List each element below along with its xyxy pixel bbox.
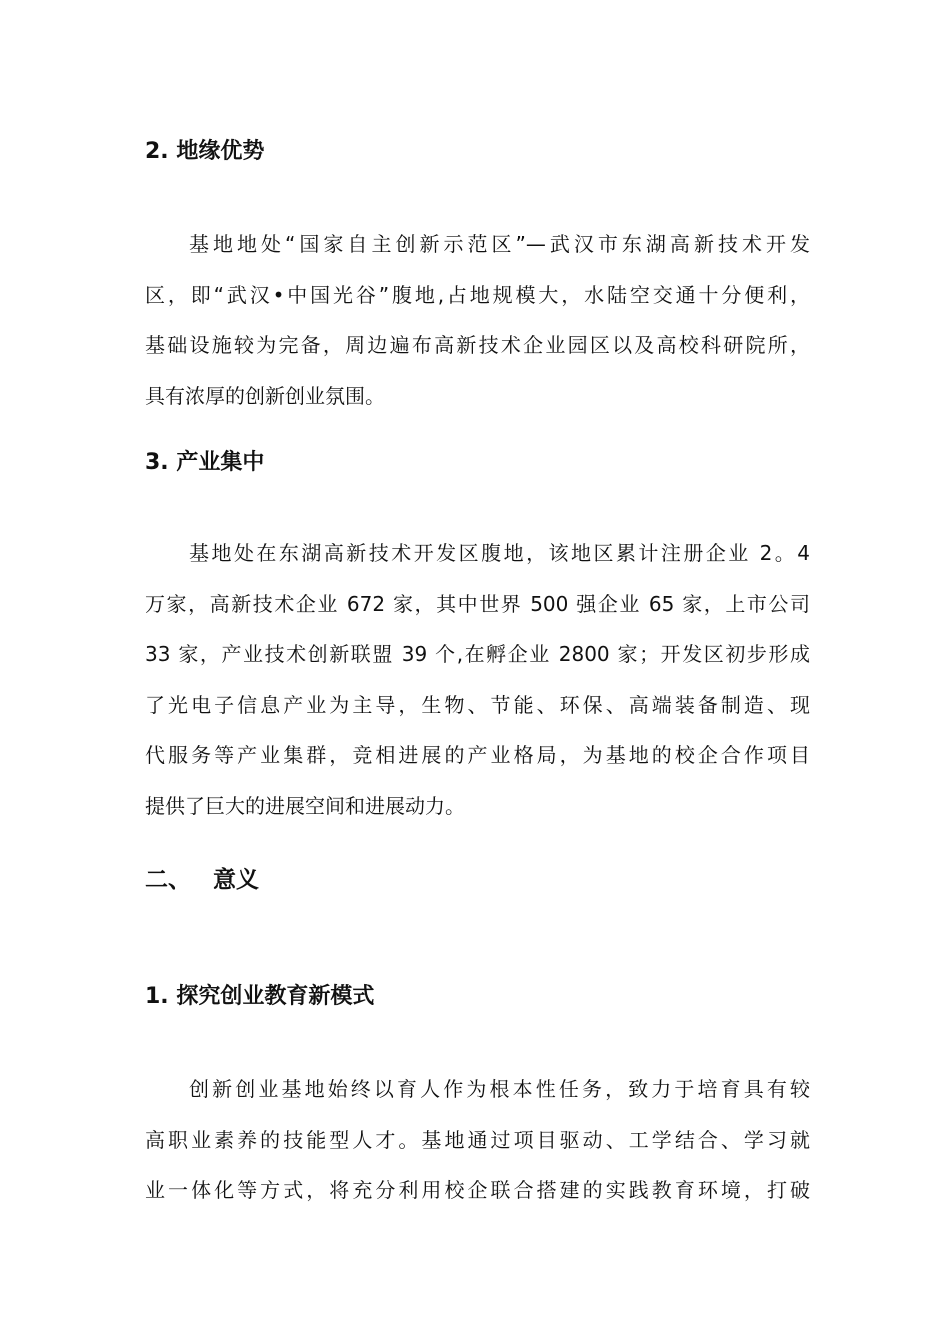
paragraph-line: 区，即“武汉•中国光谷”腹地,占地规模大，水陆空交通十分便利， <box>145 282 810 307</box>
paragraph-line: 代服务等产业集群，竞相进展的产业格局，为基地的校企合作项目 <box>145 743 810 767</box>
paragraph-geo-advantage <box>145 219 810 421</box>
paragraph-line: 基地处在东湖高新技术开发区腹地，该地区累计注册企业 2。4 <box>189 541 810 565</box>
heading-geo-advantage: 2. 地缘优势 <box>145 139 265 164</box>
paragraph-line: 具有浓厚的创新创业氛围。 <box>145 383 385 408</box>
section-number: 二、 <box>145 867 191 893</box>
section-heading-meaning <box>145 864 259 896</box>
heading-explore-education-model: 1. 探究创业教育新模式 <box>145 984 375 1009</box>
paragraph-line: 33 家，产业技术创新联盟 39 个,在孵企业 2800 家；开发区初步形成 <box>145 642 810 666</box>
section-title: 意义 <box>213 867 259 893</box>
paragraph-line: 创新创业基地始终以育人作为根本性任务，致力于培育具有较 <box>189 1077 810 1101</box>
paragraph-line: 提供了巨大的进展空间和进展动力。 <box>145 793 465 818</box>
paragraph-line: 万家，高新技术企业 672 家，其中世界 500 强企业 65 家，上市公司 <box>145 591 810 616</box>
paragraph-line: 了光电子信息产业为主导，生物、节能、环保、高端装备制造、现 <box>145 692 810 717</box>
paragraph-line: 基础设施较为完备，周边遍布高新技术企业园区以及高校科研院所， <box>145 333 810 357</box>
paragraph-industry-concentration <box>145 528 810 831</box>
paragraph-line: 基地地处“国家自主创新示范区”—武汉市东湖高新技术开发 <box>189 232 810 256</box>
paragraph-line: 高职业素养的技能型人才。基地通过项目驱动、工学结合、学习就 <box>145 1127 810 1152</box>
paragraph-line: 业一体化等方式，将充分利用校企联合搭建的实践教育环境，打破 <box>145 1178 810 1202</box>
paragraph-explore-education-model <box>145 1064 810 1216</box>
heading-industry-concentration: 3. 产业集中 <box>145 450 265 475</box>
